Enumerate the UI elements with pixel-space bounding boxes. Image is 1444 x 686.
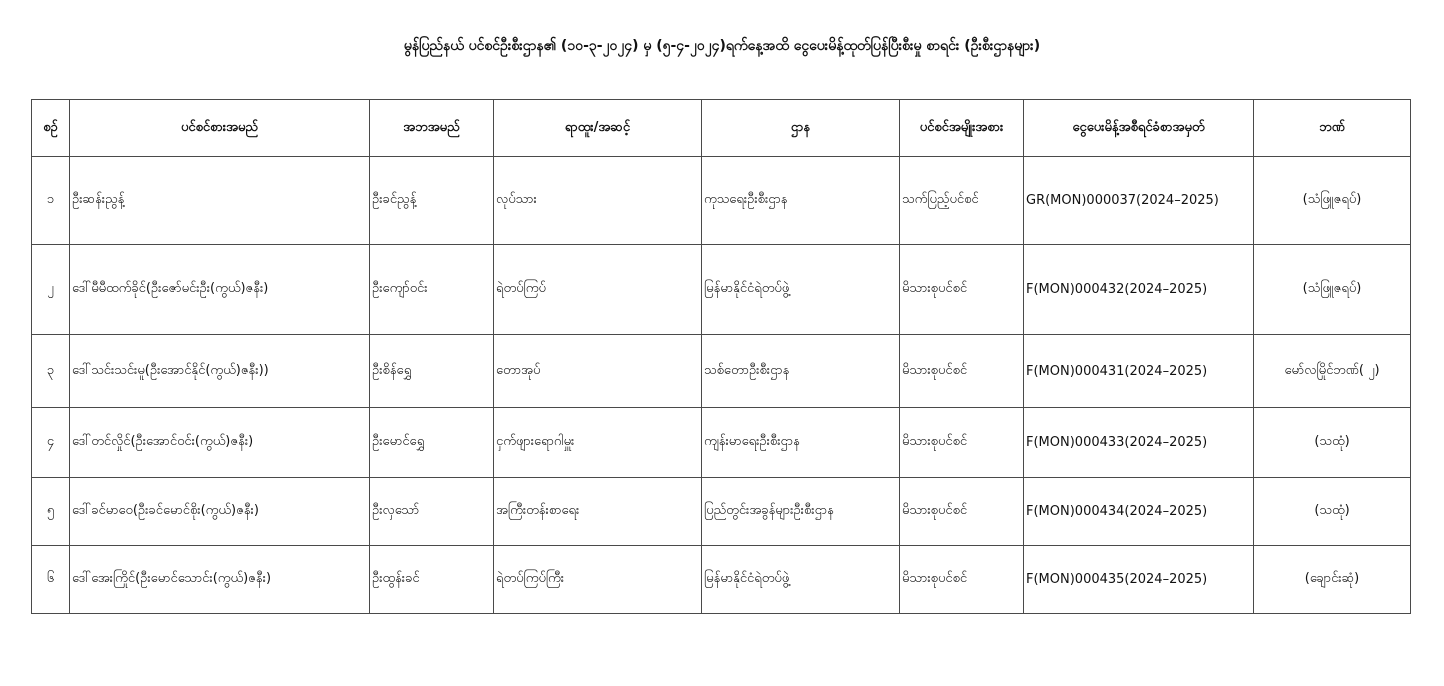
cell-order-number: F(MON)000434(2024–2025) <box>1024 478 1254 546</box>
header-order-number: ငွေပေးမိန့်အစီရင်ခံစာအမှတ် <box>1024 100 1254 157</box>
header-rank: ရာထူး/အဆင့် <box>494 100 702 157</box>
cell-serial: ၅ <box>32 478 70 546</box>
table-row <box>32 478 1411 546</box>
cell-bank: (သထုံ) <box>1254 408 1411 478</box>
header-department: ဌာန <box>702 100 900 157</box>
cell-order-number: F(MON)000431(2024–2025) <box>1024 335 1254 408</box>
table-row <box>32 335 1411 408</box>
cell-serial: ၆ <box>32 546 70 614</box>
cell-department: ပြည်တွင်းအခွန်များဦးစီးဌာန <box>702 478 900 546</box>
cell-rank: ရဲတပ်ကြပ် <box>494 245 702 335</box>
cell-father-name: ဦးကျော်ဝင်း <box>370 245 494 335</box>
cell-pension-type: မိသားစုပင်စင် <box>900 546 1024 614</box>
cell-order-number: F(MON)000435(2024–2025) <box>1024 546 1254 614</box>
table-row <box>32 245 1411 335</box>
cell-pensioner-name: ဒေါ်မီမီထက်ခိုင်(ဦးဇော်မင်းဦး(ကွယ်)ဇနီး) <box>70 245 370 335</box>
table-header-row <box>32 100 1411 157</box>
cell-father-name: ဦးထွန်းခင် <box>370 546 494 614</box>
cell-department: မြန်မာနိုင်ငံရဲတပ်ဖွဲ့ <box>702 245 900 335</box>
cell-serial: ၃ <box>32 335 70 408</box>
cell-order-number: F(MON)000432(2024–2025) <box>1024 245 1254 335</box>
cell-serial: ၄ <box>32 408 70 478</box>
cell-department: ကုသရေးဦးစီးဌာန <box>702 157 900 245</box>
cell-father-name: ဦးစိန်ရွှေ <box>370 335 494 408</box>
cell-father-name: ဦးခင်ညွန့် <box>370 157 494 245</box>
table-row <box>32 546 1411 614</box>
page-title: မွန်ပြည်နယ် ပင်စင်ဦးစီးဌာန၏ (၁၀-၃-၂၀၂၄) မှ (၅-၄-၂၀၂၄)ရက်နေ့အထိ ငွေပေးမိန့်ထုတ်ပြန်ပြီးစီးမှု စာရင်း (ဦးစီးဌာနများ) <box>403 38 1041 54</box>
cell-pensioner-name: ဒေါ်ခင်မာဝေ(ဦးခင်မောင်စိုး(ကွယ်)ဇနီး) <box>70 478 370 546</box>
cell-rank: အကြီးတန်းစာရေး <box>494 478 702 546</box>
header-father-name: အဘအမည် <box>370 100 494 157</box>
cell-order-number: F(MON)000433(2024–2025) <box>1024 408 1254 478</box>
cell-pensioner-name: ဒေါ်အေးကြိုင်(ဦးမောင်သောင်း(ကွယ်)ဇနီး) <box>70 546 370 614</box>
cell-pension-type: သက်ပြည့်ပင်စင် <box>900 157 1024 245</box>
cell-bank: (ချောင်းဆုံ) <box>1254 546 1411 614</box>
cell-pension-type: မိသားစုပင်စင် <box>900 408 1024 478</box>
cell-rank: လုပ်သား <box>494 157 702 245</box>
cell-bank: မော်လမြိုင်ဘဏ်( ၂) <box>1254 335 1411 408</box>
cell-bank: (သထုံ) <box>1254 478 1411 546</box>
cell-order-number: GR(MON)000037(2024–2025) <box>1024 157 1254 245</box>
cell-department: ကျန်းမာရေးဦးစီးဌာန <box>702 408 900 478</box>
table-row <box>32 157 1411 245</box>
cell-pensioner-name: ဒေါ်တင်လှိုင်(ဦးအောင်ဝင်း(ကွယ်)ဇနီး) <box>70 408 370 478</box>
cell-serial: ၁ <box>32 157 70 245</box>
cell-department: မြန်မာနိုင်ငံရဲတပ်ဖွဲ့ <box>702 546 900 614</box>
cell-father-name: ဦးလှသော် <box>370 478 494 546</box>
cell-pensioner-name: ဦးဆန်းညွန့် <box>70 157 370 245</box>
cell-bank: (သံဖြူဇရပ်) <box>1254 157 1411 245</box>
cell-rank: ငှက်ဖျားရောဂါမှူး <box>494 408 702 478</box>
cell-pension-type: မိသားစုပင်စင် <box>900 335 1024 408</box>
table-row <box>32 408 1411 478</box>
cell-pensioner-name: ဒေါ်သင်းသင်းမူ(ဦးအောင်နိုင်(ကွယ်)ဇနီး)) <box>70 335 370 408</box>
header-pension-type: ပင်စင်အမျိုးအစား <box>900 100 1024 157</box>
cell-rank: ရဲတပ်ကြပ်ကြီး <box>494 546 702 614</box>
cell-father-name: ဦးမောင်ရွှေ <box>370 408 494 478</box>
cell-serial: ၂ <box>32 245 70 335</box>
cell-pension-type: မိသားစုပင်စင် <box>900 245 1024 335</box>
cell-rank: တောအုပ် <box>494 335 702 408</box>
cell-department: သစ်တောဦးစီးဌာန <box>702 335 900 408</box>
pension-table <box>31 99 1411 614</box>
cell-bank: (သံဖြူဇရပ်) <box>1254 245 1411 335</box>
header-pensioner-name: ပင်စင်စားအမည် <box>70 100 370 157</box>
cell-pension-type: မိသားစုပင်စင် <box>900 478 1024 546</box>
header-bank: ဘဏ် <box>1254 100 1411 157</box>
header-serial: စဉ် <box>32 100 70 157</box>
